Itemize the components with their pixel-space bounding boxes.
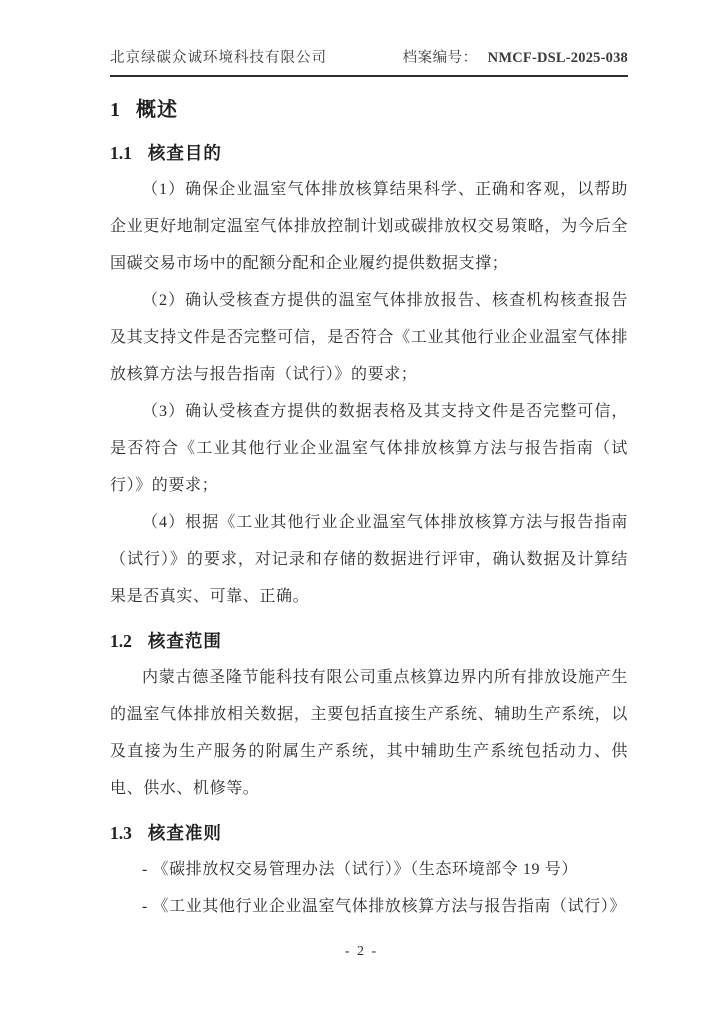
page-header	[110, 46, 628, 77]
page-footer	[0, 944, 723, 960]
heading-1-title: 概述	[136, 99, 178, 121]
heading-1-2-number: 1.2	[110, 631, 132, 651]
heading-1-2-title: 核查范围	[147, 631, 222, 651]
paragraph-purpose-1: （1）确保企业温室气体排放核算结果科学、正确和客观，以帮助企业更好地制定温室气体排放控制计划或碳排放权交易策略，为今后全国碳交易市场中的配额分配和企业履约提供数据支撑；	[110, 181, 628, 272]
paragraph-purpose-3: （3）确认受核查方提供的数据表格及其支持文件是否完整可信，是否符合《工业其他行业企业温室气体排放核算方法与报告指南（试行）》的要求；	[110, 403, 628, 494]
heading-1-3-title: 核查准则	[147, 823, 222, 843]
heading-1-2-scope	[110, 625, 628, 657]
document-body	[110, 93, 628, 925]
file-number-label: 档案编号：	[402, 50, 478, 66]
criteria-item-2: - 《工业其他行业企业温室气体排放核算方法与报告指南（试行）》	[142, 898, 626, 915]
file-number-value: NMCF-DSL-2025-038	[487, 50, 628, 66]
heading-1-1-number: 1.1	[110, 143, 132, 163]
heading-1-number: 1	[110, 99, 120, 121]
heading-1-3-number: 1.3	[110, 823, 132, 843]
heading-1-1-title: 核查目的	[147, 143, 222, 163]
paragraph-scope: 内蒙古德圣隆节能科技有限公司重点核算边界内所有排放设施产生的温室气体排放相关数据，主要包括直接生产系统、辅助生产系统，以及直接为生产服务的附属生产系统，其中辅助生产系统包括动力、供电、供水、机修等。	[110, 669, 628, 797]
heading-1-overview	[110, 93, 628, 127]
paragraph-purpose-2: （2）确认受核查方提供的温室气体排放报告、核查机构核查报告及其支持文件是否完整可信，是否符合《工业其他行业企业温室气体排放核算方法与报告指南（试行）》的要求；	[110, 292, 628, 383]
header-company-name: 北京绿碳众诚环境科技有限公司	[110, 50, 327, 66]
heading-1-3-criteria	[110, 817, 628, 849]
paragraph-purpose-4: （4）根据《工业其他行业企业温室气体排放核算方法与报告指南（试行）》的要求，对记录和存储的数据进行评审，确认数据及计算结果是否真实、可靠、正确。	[110, 514, 628, 605]
heading-1-1-purpose	[110, 137, 628, 169]
header-file-number	[403, 46, 628, 67]
criteria-item-1: - 《碳排放权交易管理办法（试行）》（生态环境部令 19 号）	[142, 861, 578, 878]
page-number: - 2 -	[344, 944, 379, 959]
